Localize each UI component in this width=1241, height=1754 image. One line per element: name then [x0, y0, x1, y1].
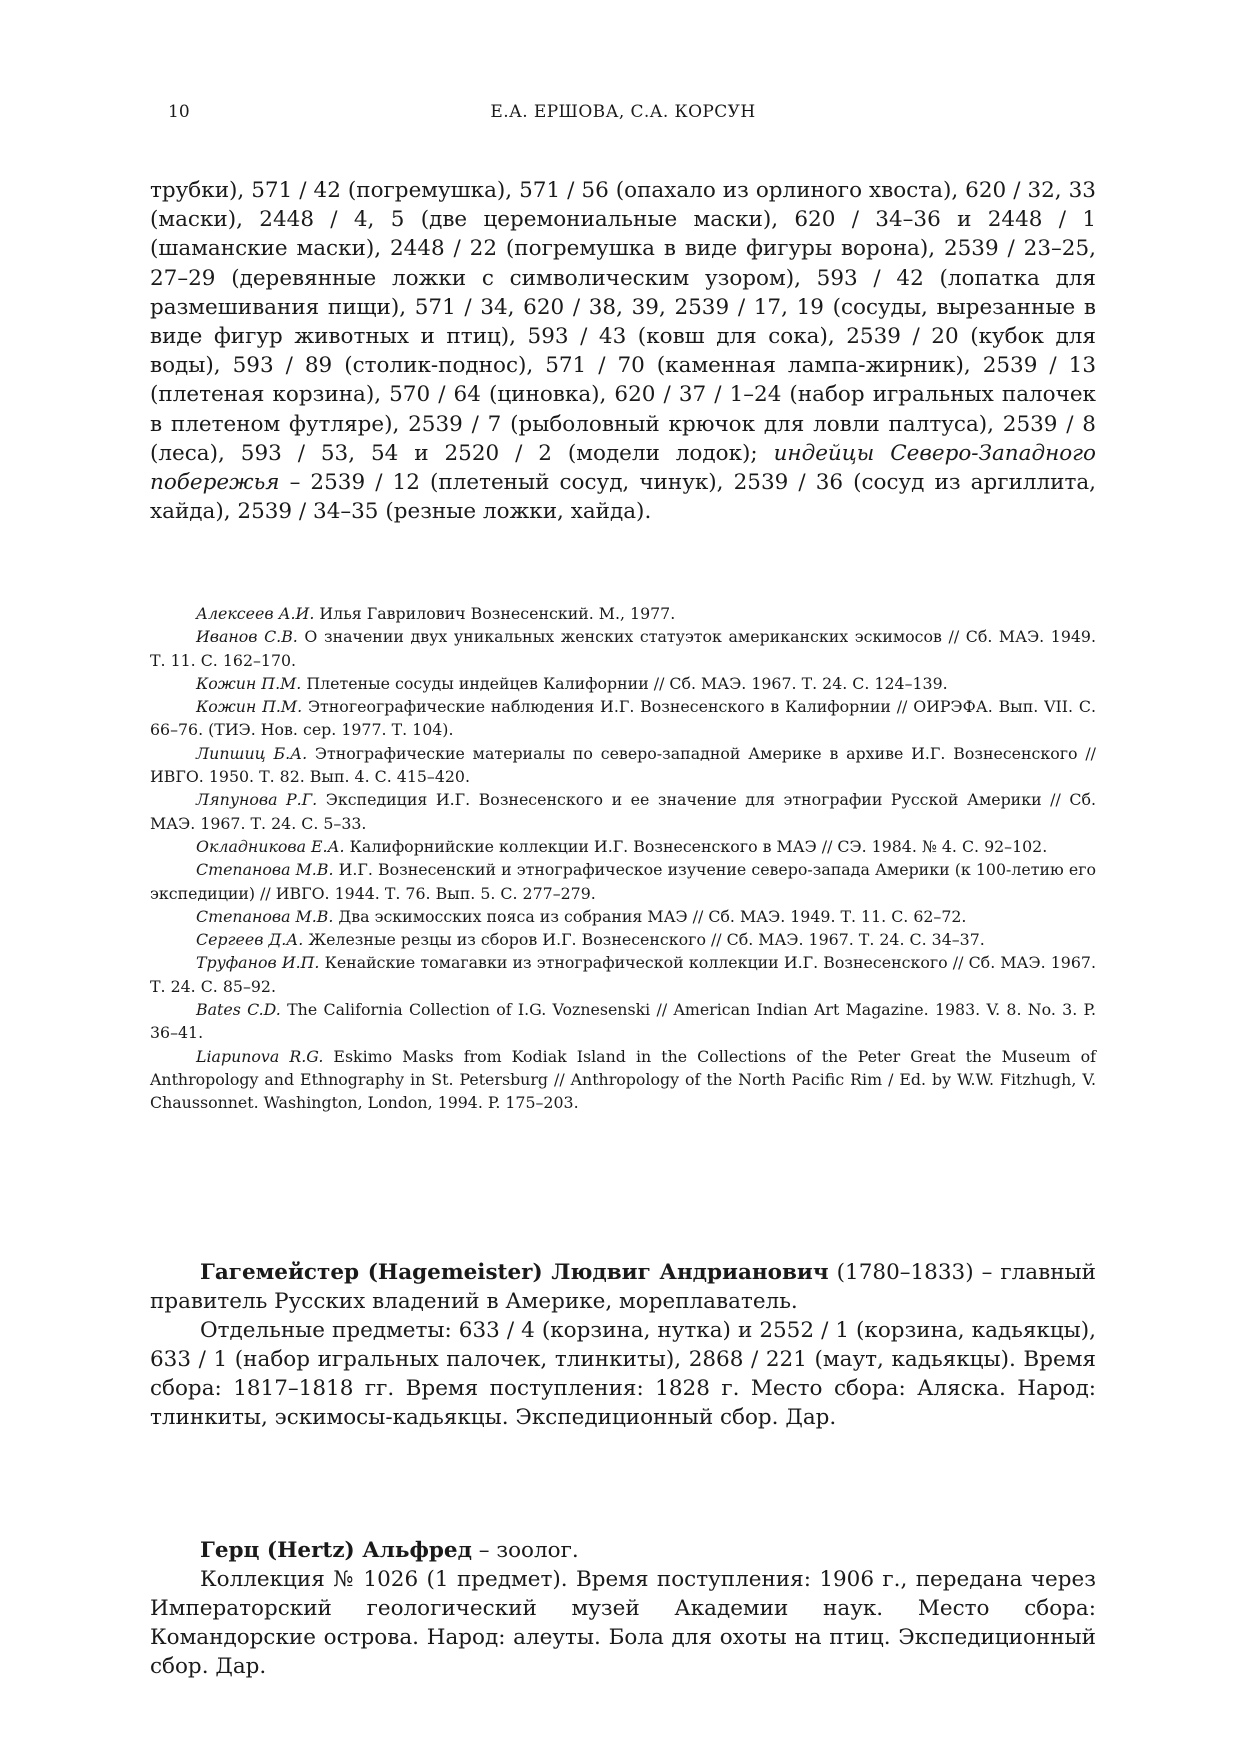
reference-author: Иванов С.В.: [196, 627, 298, 647]
reference-author: Liapunova R.G.: [196, 1046, 324, 1066]
reference-item: [150, 625, 1096, 672]
reference-author: Кожин П.М.: [196, 673, 302, 693]
intro-text-2: – 2539 / 12 (плетеный сосуд, чинук), 2539 / 36 (сосуд из аргиллита, хайда), 2539 / 34–35 (резные ложки, хайда).: [150, 470, 1096, 525]
entry-body: Коллекция № 1026 (1 предмет). Время поступления: 1906 г., передана через Императорский геологический музей Академии наук. Место сбора: Командорские острова. Народ: алеуты. Бола для охоты на птиц. Экспедиционный сбор. Дар.: [150, 1567, 1096, 1679]
reference-text: Илья Гаврилович Вознесенский. М., 1977.: [319, 604, 676, 623]
entry-name: Герц (Hertz) Альфред: [200, 1538, 472, 1563]
reference-text: Плетеные сосуды индейцев Калифорнии // Сб. МАЭ. 1967. Т. 24. С. 124–139.: [306, 673, 948, 693]
reference-text: Два эскимосских пояса из собрания МАЭ // Сб. МАЭ. 1949. Т. 11. С. 62–72.: [338, 906, 967, 926]
reference-item: [150, 1045, 1096, 1115]
page-header: [150, 102, 1096, 128]
entry-description: (1780–1833) – главный правитель Русских владений в Америке, мореплаватель.: [150, 1260, 1096, 1314]
reference-text: О значении двух уникальных женских статуэток американских эскимосов // Сб. МАЭ. 1949. Т. 11. С. 162–170.: [150, 627, 1096, 670]
entry-hertz: [150, 1536, 1096, 1681]
page-number: 10: [168, 102, 190, 122]
reference-text: Экспедиция И.Г. Вознесенского и ее значение для этнографии Русской Америки // Сб. МАЭ. 1967. Т. 24. С. 5–33.: [150, 790, 1096, 833]
reference-item: [150, 998, 1096, 1045]
reference-item: [150, 695, 1096, 742]
entry-heading: [150, 1536, 1096, 1565]
intro-paragraph: [150, 176, 1096, 526]
reference-item: [150, 788, 1096, 835]
reference-author: Кожин П.М.: [196, 697, 303, 717]
reference-author: Bates C.D.: [196, 1000, 281, 1020]
reference-item: [150, 905, 1096, 928]
reference-item: [150, 672, 1096, 695]
reference-item: [150, 742, 1096, 789]
running-head: Е.А. ЕРШОВА, С.А. КОРСУН: [490, 102, 756, 122]
reference-author: Ляпунова Р.Г.: [196, 790, 318, 810]
entry-name: Гагемейстер (Hagemeister) Людвиг Андрианович: [200, 1260, 829, 1285]
intro-text-1: трубки), 571 / 42 (погремушка), 571 / 56 (опахало из орлиного хвоста), 620 / 32, 33 (маски), 2448 / 4, 5 (две церемониальные маски), 620 / 34–36 и 2448 / 1 (шаманские маски), 2448 / 22 (погремушка в виде фигуры ворона), 2539 / 23–25, 27–29 (деревянные ложки с символическим узором), 593 / 42 (лопатка для размешивания пищи), 571 / 34, 620 / 38, 39, 2539 / 17, 19 (сосуды, вырезанные в виде фигур животных и птиц), 593 / 43 (ковш для сока), 2539 / 20 (кубок для воды), 593 / 89 (столик-поднос), 571 / 70 (каменная лампа-жирник), 2539 / 13 (плетеная корзина), 570 / 64 (циновка), 620 / 37 / 1–24 (набор игральных палочек в плетеном футляре), 2539 / 7 (рыболовный крючок для ловли палтуса), 2539 / 8 (леса), 593 / 53, 54 и 2520 / 2 (модели лодок);: [150, 178, 1096, 466]
reference-item: [150, 858, 1096, 905]
entry-heading: [150, 1258, 1096, 1316]
reference-author: Степанова М.В.: [196, 860, 334, 880]
reference-author: Труфанов И.П.: [196, 953, 320, 973]
reference-author: Алексеев А.И.: [196, 604, 315, 623]
reference-item: [150, 835, 1096, 858]
reference-text: Калифорнийские коллекции И.Г. Вознесенского в МАЭ // СЭ. 1984. № 4. С. 92–102.: [349, 836, 1048, 856]
reference-text: Eskimo Masks from Kodiak Island in the Collections of the Peter Great the Museum of Anthropology and Ethnography in St. Petersburg // Anthropology of the North Pacific Rim / Ed. by W.W. Fitzhugh, V. Chaussonnet. Washington, London, 1994. P. 175–203.: [150, 1046, 1096, 1113]
reference-author: Сергеев Д.А.: [196, 930, 304, 950]
reference-item: [150, 951, 1096, 998]
reference-text: The California Collection of I.G. Voznesenski // American Indian Art Magazine. 1983. V. 8. No. 3. P. 36–41.: [150, 1000, 1096, 1043]
reference-text: Этногеографические наблюдения И.Г. Вознесенского в Калифорнии // ОИРЭФА. Вып. VII. С. 66–76. (ТИЭ. Нов. сер. 1977. Т. 104).: [150, 697, 1096, 740]
entry-hagemeister: [150, 1258, 1096, 1432]
intro-italic: индейцы Северо-Западного побережья: [150, 440, 1096, 496]
references-list: [150, 602, 1096, 1115]
reference-text: Железные резцы из сборов И.Г. Вознесенского // Сб. МАЭ. 1967. Т. 24. С. 34–37.: [308, 930, 985, 950]
reference-author: Липшиц Б.А.: [196, 743, 308, 763]
reference-text: Кенайские томагавки из этнографической коллекции И.Г. Вознесенского // Сб. МАЭ. 1967. Т. 24. С. 85–92.: [150, 953, 1096, 996]
reference-item: [150, 928, 1096, 951]
entry-description: – зоолог.: [478, 1538, 579, 1563]
reference-text: Этнографические материалы по северо-западной Америке в архиве И.Г. Вознесенского // ИВГО. 1950. Т. 82. Вып. 4. С. 415–420.: [150, 743, 1096, 787]
reference-text: И.Г. Вознесенский и этнографическое изучение северо-запада Америки (к 100-летию его экспедиции) // ИВГО. 1944. Т. 76. Вып. 5. С. 277–279.: [150, 860, 1096, 903]
entry-body: Отдельные предметы: 633 / 4 (корзина, нутка) и 2552 / 1 (корзина, кадьякцы), 633 / 1 (набор игральных палочек, тлинкиты), 2868 / 221 (маут, кадьякцы). Время сбора: 1817–1818 гг. Время поступления: 1828 г. Место сбора: Аляска. Народ: тлинкиты, эскимосы-кадьякцы. Экспедиционный сбор. Дар.: [150, 1318, 1096, 1430]
reference-item: [150, 602, 1096, 625]
reference-author: Окладникова Е.А.: [196, 836, 345, 856]
reference-author: Степанова М.В.: [196, 906, 334, 926]
